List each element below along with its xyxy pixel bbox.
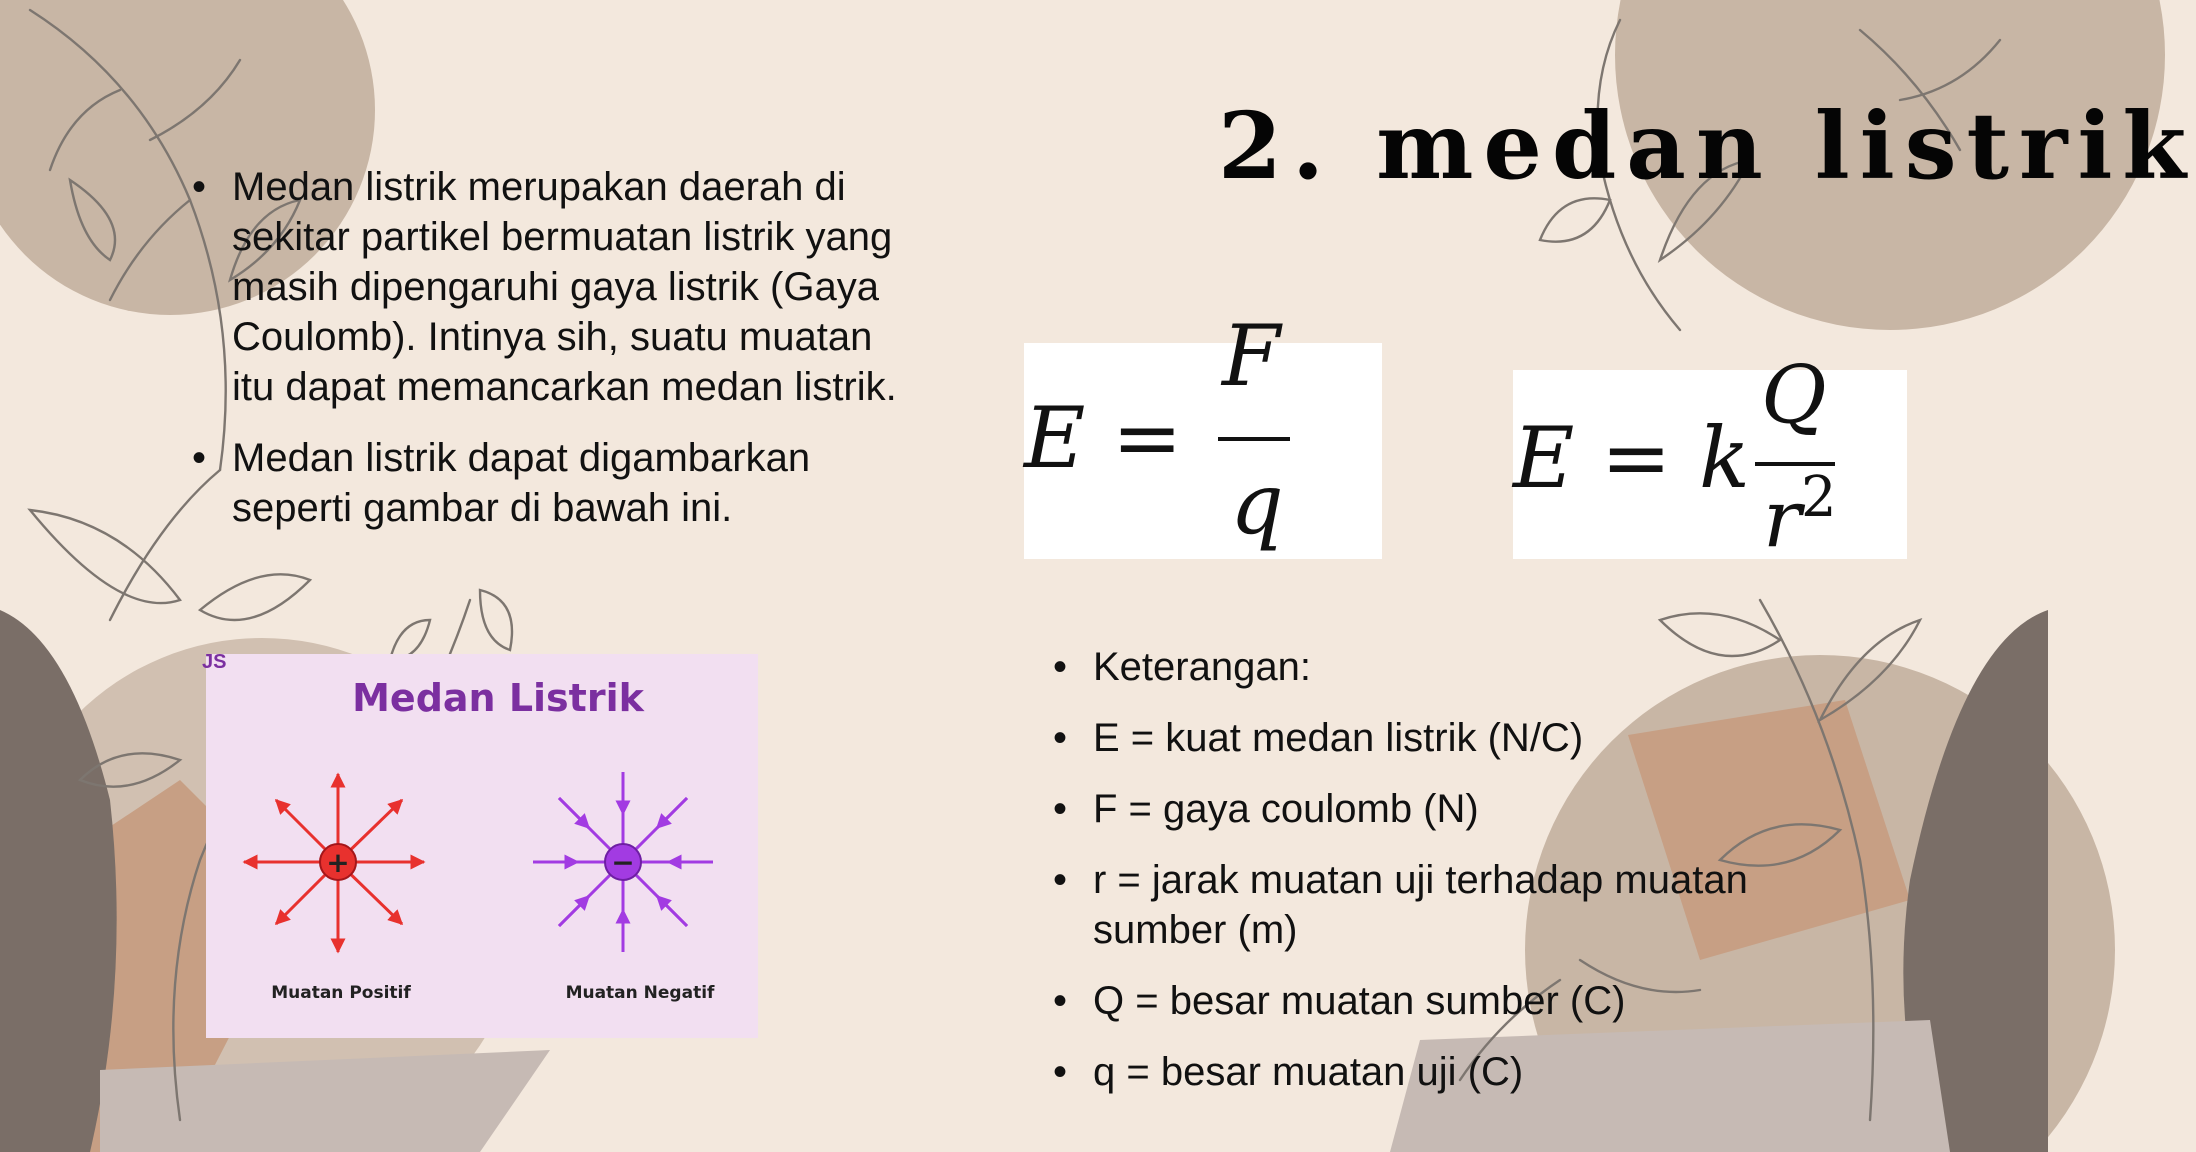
formula-e-equals-kq-over-r-squared bbox=[1513, 348, 1907, 565]
label-negative-charge: Muatan Negatif bbox=[565, 983, 715, 1003]
slide-title: 2. medan listrik bbox=[1218, 92, 2196, 200]
leaf-dark-left bbox=[0, 610, 117, 1152]
formula-denominator: q bbox=[1230, 455, 1284, 553]
formula-exponent: 2 bbox=[1801, 465, 1837, 530]
positive-charge-sign: + bbox=[326, 846, 350, 879]
formula-lhs: E bbox=[1024, 389, 1086, 487]
keterangan-item: • Q = besar muatan sumber (C) bbox=[1053, 976, 1873, 1026]
electric-field-illustration bbox=[202, 651, 758, 1038]
formula-e-kq-r2-graphic bbox=[1513, 348, 1907, 565]
formula-constant-k: k bbox=[1699, 409, 1750, 507]
formula-equals: = bbox=[1601, 409, 1672, 507]
formula-denominator: r bbox=[1763, 472, 1802, 565]
negative-charge-sign: − bbox=[611, 846, 635, 879]
intro-bullet: • Medan listrik merupakan daerah di sekitar partikel bermuatan listrik yang masih dipengaruhi gaya listrik (Gaya Coulomb). Intinya sih, suatu muatan itu dapat memancarkan medan listrik. bbox=[192, 162, 912, 412]
keterangan-item: • q = besar muatan uji (C) bbox=[1053, 1047, 1873, 1097]
keterangan-list bbox=[1053, 642, 1873, 1118]
keterangan-heading: • Keterangan: bbox=[1053, 642, 1873, 692]
formula-numerator: Q bbox=[1761, 348, 1827, 441]
keterangan-item: • F = gaya coulomb (N) bbox=[1053, 784, 1873, 834]
electric-field-diagram bbox=[202, 651, 758, 1038]
formula-numerator: F bbox=[1222, 307, 1281, 405]
formula-e-f-q-graphic bbox=[1024, 307, 1382, 559]
formula-lhs: E bbox=[1513, 409, 1575, 507]
formula-e-equals-f-over-q bbox=[1024, 307, 1382, 559]
keterangan-item: • r = jarak muatan uji terhadap muatan sumber (m) bbox=[1053, 855, 1873, 955]
intro-bullet-list bbox=[192, 162, 912, 554]
intro-bullet: • Medan listrik dapat digambarkan seperti gambar di bawah ini. bbox=[192, 433, 912, 533]
label-positive-charge: Muatan Positif bbox=[271, 983, 411, 1003]
diagram-corner-logo: JS bbox=[202, 651, 227, 673]
diagram-title: Medan Listrik bbox=[352, 676, 644, 720]
formula-equals: = bbox=[1112, 389, 1183, 487]
keterangan-item: • E = kuat medan listrik (N/C) bbox=[1053, 713, 1873, 763]
